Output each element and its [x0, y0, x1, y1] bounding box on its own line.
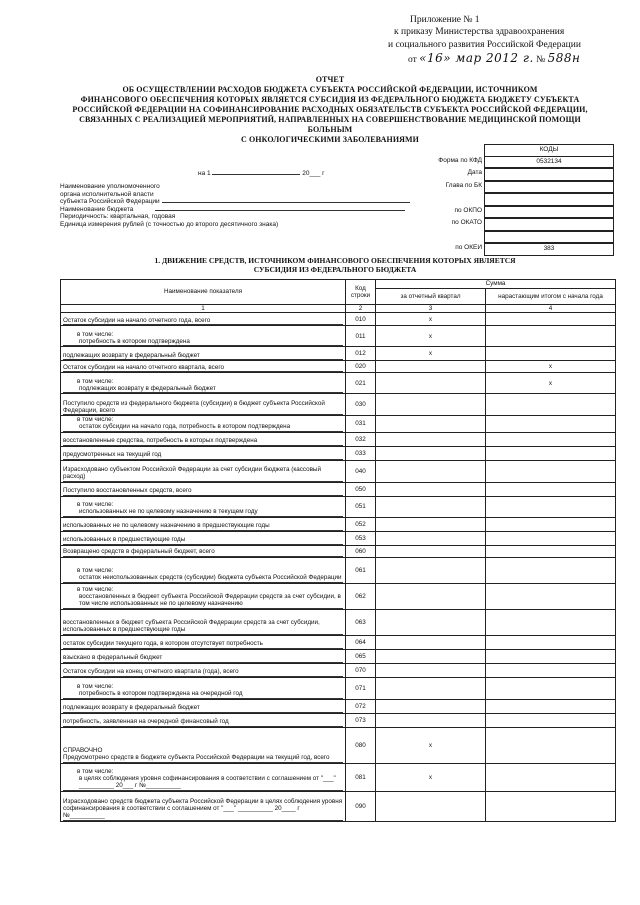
row-cumulative-value[interactable]	[486, 313, 616, 326]
code-value[interactable]	[484, 168, 614, 181]
row-name	[61, 677, 346, 699]
row-prefix: в том числе:	[77, 567, 114, 575]
code-value[interactable]: 383	[484, 243, 614, 256]
title-line-5: СВЯЗАННЫХ С РЕАЛИЗАЦИЕЙ МЕРОПРИЯТИЙ, НАПРАВЛЕННЫХ НА СОВЕРШЕНСТВОВАНИЕ МЕДИЦИНСКОЙ ПОМОЩИ БОЛЬНЫМ	[79, 115, 581, 134]
row-period-value[interactable]	[376, 545, 486, 557]
row-period-value[interactable]	[376, 531, 486, 545]
row-cumulative-value[interactable]: x	[486, 361, 616, 373]
row-period-value[interactable]	[376, 496, 486, 517]
table-row	[61, 326, 616, 347]
row-name	[61, 496, 346, 517]
row-name	[61, 663, 346, 677]
row-period-value[interactable]	[376, 361, 486, 373]
appendix-ministry: и социального развития Российской Федерации	[388, 39, 581, 50]
table-row	[61, 583, 616, 609]
row-cumulative-value[interactable]	[486, 326, 616, 347]
row-cumulative-value[interactable]	[486, 482, 616, 496]
header-num-4: 4	[486, 305, 616, 313]
row-cumulative-value[interactable]	[486, 635, 616, 649]
appendix-number: Приложение № 1	[410, 15, 480, 25]
row-name	[61, 347, 346, 361]
row-prefix: в том числе:	[77, 586, 114, 593]
row-code: 032	[346, 432, 376, 446]
row-code: 031	[346, 416, 376, 432]
section-1-heading	[110, 256, 560, 275]
row-cumulative-value[interactable]	[486, 517, 616, 531]
row-name	[61, 699, 346, 713]
appendix-header	[388, 14, 618, 67]
header-num-2: 2	[346, 305, 376, 313]
header-period: за отчетный квартал	[376, 289, 486, 305]
section-1-line-2: СУБСИДИЯ ИЗ ФЕДЕРАЛЬНОГО БЮДЖЕТА	[253, 265, 417, 275]
row-code: 040	[346, 460, 376, 482]
row-code: 061	[346, 557, 376, 583]
row-prefix: в том числе:	[77, 416, 114, 424]
table-row	[61, 394, 616, 416]
row-period-value[interactable]: x	[376, 326, 486, 347]
row-cumulative-value[interactable]	[486, 496, 616, 517]
row-code: 064	[346, 635, 376, 649]
budget-field[interactable]	[155, 210, 405, 211]
row-name	[61, 416, 346, 432]
row-name	[61, 432, 346, 446]
budget-line	[60, 206, 440, 213]
row-cumulative-value[interactable]	[486, 460, 616, 482]
table-row	[61, 531, 616, 545]
row-period-value[interactable]	[376, 791, 486, 821]
row-cumulative-value[interactable]	[486, 663, 616, 677]
row-code: 073	[346, 713, 376, 727]
row-label: Предусмотрено средств в бюджете субъекта Российской Федерации на текущий год, всего	[63, 754, 343, 762]
row-prefix: в том числе:	[77, 683, 114, 691]
row-name	[61, 313, 346, 326]
table-row	[61, 460, 616, 482]
row-period-value[interactable]	[376, 649, 486, 663]
row-period-value[interactable]	[376, 416, 486, 432]
code-value[interactable]	[484, 181, 614, 194]
row-cumulative-value[interactable]	[486, 583, 616, 609]
row-cumulative-value[interactable]	[486, 763, 616, 791]
row-cumulative-value[interactable]	[486, 609, 616, 635]
appendix-no-handwritten: 588н	[547, 51, 581, 66]
row-label: Поступило средств из федерального бюджета (субсидии) в бюджет субъекта Российской Федерации, всего	[63, 400, 343, 415]
row-label: остаток неиспользованных средств (субсидии) бюджета субъекта Российской Федерации	[63, 574, 343, 582]
row-name	[61, 460, 346, 482]
row-period-value[interactable]	[376, 460, 486, 482]
row-period-value[interactable]	[376, 432, 486, 446]
row-code: 065	[346, 649, 376, 663]
table-row	[61, 313, 616, 326]
row-label: предусмотренных на текущий год	[63, 451, 343, 459]
code-value[interactable]	[484, 218, 614, 231]
title-line-2: ОБ ОСУЩЕСТВЛЕНИИ РАСХОДОВ БЮДЖЕТА СУБЪЕКТА РОССИЙСКОЙ ФЕДЕРАЦИИ, ИСТОЧНИКОМ	[122, 85, 538, 94]
section-1-line-1: 1. ДВИЖЕНИЕ СРЕДСТВ, ИСТОЧНИКОМ ФИНАНСОВОГО ОБЕСПЕЧЕНИЯ КОТОРЫХ ЯВЛЯЕТСЯ	[154, 256, 516, 265]
report-date-line	[60, 170, 440, 177]
code-value[interactable]	[484, 206, 614, 219]
row-period-value[interactable]	[376, 373, 486, 394]
appendix-no-label: №	[536, 55, 546, 66]
row-period-value[interactable]: x	[376, 313, 486, 326]
row-name	[61, 713, 346, 727]
row-cumulative-value[interactable]: x	[486, 373, 616, 394]
row-cumulative-value[interactable]	[486, 727, 616, 763]
row-code: 081	[346, 763, 376, 791]
report-meta	[60, 170, 440, 228]
row-label: взыскано в федеральный бюджет	[63, 654, 343, 662]
code-label: Глава по БК	[445, 181, 482, 189]
row-name	[61, 373, 346, 394]
header-cumulative: нарастающим итогом с начала года	[486, 289, 616, 305]
row-label: Израсходовано средств бюджета субъекта Российской Федерации в целях соблюдения уровня софинансирования в соответствии с соглашением от "___" __________ 20____ г №__________	[63, 798, 343, 820]
row-period-value[interactable]	[376, 557, 486, 583]
table-row	[61, 635, 616, 649]
row-period-value[interactable]: x	[376, 347, 486, 361]
header-code: Код строки	[346, 280, 376, 305]
row-period-value[interactable]: x	[376, 727, 486, 763]
row-prefix: в том числе:	[77, 501, 114, 509]
row-name	[61, 531, 346, 545]
row-name	[61, 326, 346, 347]
row-name	[61, 635, 346, 649]
row-period-value[interactable]	[376, 482, 486, 496]
row-cumulative-value[interactable]	[486, 649, 616, 663]
codes-header: КОДЫ	[484, 144, 614, 156]
title-line-6: С ОНКОЛОГИЧЕСКИМИ ЗАБОЛЕВАНИЯМИ	[241, 135, 419, 144]
row-label: использованных не по целевому назначению в предшествующие годы	[63, 522, 343, 530]
row-cumulative-value[interactable]	[486, 677, 616, 699]
code-value[interactable]	[484, 193, 614, 206]
code-label: по ОКПО	[454, 206, 482, 214]
row-code: 071	[346, 677, 376, 699]
table-row	[61, 482, 616, 496]
title-line-4: РОССИЙСКОЙ ФЕДЕРАЦИИ НА СОФИНАНСИРОВАНИЕ РАСХОДНЫХ ОБЯЗАТЕЛЬСТВ СУБЪЕКТА РОССИЙСКОЙ ФЕДЕРАЦИИ,	[72, 105, 588, 114]
table-row	[61, 649, 616, 663]
row-name	[61, 727, 346, 763]
row-code: 052	[346, 517, 376, 531]
table-row	[61, 446, 616, 460]
row-label: Остаток субсидии на начало отчетного квартала, всего	[63, 364, 343, 372]
row-code: 090	[346, 791, 376, 821]
table-row	[61, 347, 616, 361]
row-label: подлежащих возврату в федеральный бюджет	[63, 385, 343, 393]
appendix-date-handwritten: «16» мар 2012 г.	[419, 51, 534, 66]
row-label: Израсходовано субъектом Российской Федерации за счет субсидии бюджета (кассовый расход)	[63, 466, 343, 481]
table-row	[61, 727, 616, 763]
code-label: Дата	[467, 169, 482, 176]
row-cumulative-value[interactable]	[486, 446, 616, 460]
row-prefix: в том числе:	[77, 377, 114, 385]
row-name	[61, 609, 346, 635]
row-label: использованных в предшествующие годы	[63, 536, 343, 544]
row-label: подлежащих возврату в федеральный бюджет	[63, 704, 343, 712]
row-label: Возвращено средств в федеральный бюджет, всего	[63, 548, 343, 556]
row-code: 053	[346, 531, 376, 545]
row-code: 020	[346, 361, 376, 373]
report-date-year: 20___ г	[302, 170, 325, 177]
row-code: 062	[346, 583, 376, 609]
row-code: 060	[346, 545, 376, 557]
unit-label: Единица измерения рублей (с точностью до второго десятичного знака)	[60, 220, 279, 228]
row-code: 080	[346, 727, 376, 763]
row-label: остаток субсидии текущего года, в котором отсутствует потребность	[63, 640, 343, 648]
row-code: 010	[346, 313, 376, 326]
report-title	[60, 75, 600, 145]
row-name	[61, 545, 346, 557]
org-label-2: органа исполнительной власти	[60, 190, 154, 198]
row-name	[61, 394, 346, 416]
code-value[interactable]	[484, 231, 614, 244]
table-row	[61, 663, 616, 677]
row-label: восстановленных в бюджет субъекта Российской Федерации средств за счет субсидии, использованных в предшествующие годы	[63, 619, 343, 634]
appendix-date-prefix: от	[408, 55, 417, 66]
row-label: Остаток субсидии на конец отчетного квартала (года), всего	[63, 668, 343, 676]
budget-label: Наименование бюджета	[60, 205, 134, 213]
table-row	[61, 557, 616, 583]
row-period-value[interactable]	[376, 699, 486, 713]
row-label: потребность в котором подтверждена на очередной год	[63, 690, 343, 698]
row-cumulative-value[interactable]	[486, 416, 616, 432]
row-cumulative-value[interactable]	[486, 557, 616, 583]
report-date-prefix: на 1	[198, 170, 211, 177]
row-name	[61, 763, 346, 791]
table-row	[61, 373, 616, 394]
appendix-order: к приказу Министерства здравоохранения	[394, 27, 565, 38]
row-cumulative-value[interactable]	[486, 394, 616, 416]
row-period-value[interactable]: x	[376, 763, 486, 791]
row-code: 033	[346, 446, 376, 460]
table-row	[61, 517, 616, 531]
row-cumulative-value[interactable]	[486, 545, 616, 557]
code-label: по ОКЕИ	[455, 244, 482, 251]
row-label: потребность в котором подтверждена	[63, 338, 343, 346]
row-code: 021	[346, 373, 376, 394]
title-line-1: ОТЧЕТ	[315, 75, 345, 84]
table-row	[61, 545, 616, 557]
table-row	[61, 432, 616, 446]
row-label: Остаток субсидии на начало отчетного года, всего	[63, 317, 343, 325]
header-name: Наименование показателя	[61, 280, 346, 305]
row-cumulative-value[interactable]	[486, 531, 616, 545]
table-row	[61, 713, 616, 727]
row-name	[61, 446, 346, 460]
row-code: 050	[346, 482, 376, 496]
row-period-value[interactable]	[376, 609, 486, 635]
title-line-3: ФИНАНСОВОГО ОБЕСПЕЧЕНИЯ КОТОРЫХ ЯВЛЯЕТСЯ СУБСИДИЯ ИЗ ФЕДЕРАЛЬНОГО БЮДЖЕТА БЮДЖЕТУ СУБЪЕКТА	[80, 95, 580, 104]
row-label: Поступило восстановленных средств, всего	[63, 487, 343, 495]
row-prefix: СПРАВОЧНО	[63, 747, 103, 755]
row-label: остаток субсидии на начало года, потребность в котором подтверждена	[63, 423, 343, 431]
row-prefix: в том числе:	[77, 768, 114, 775]
row-name	[61, 791, 346, 821]
table-row	[61, 416, 616, 432]
row-cumulative-value[interactable]	[486, 791, 616, 821]
row-period-value[interactable]	[376, 446, 486, 460]
row-period-value[interactable]	[376, 394, 486, 416]
row-name	[61, 361, 346, 373]
movement-table	[60, 279, 616, 822]
row-period-value[interactable]	[376, 677, 486, 699]
row-period-value[interactable]	[376, 663, 486, 677]
code-label: Форма по КФД	[438, 156, 482, 164]
row-code: 011	[346, 326, 376, 347]
row-cumulative-value[interactable]	[486, 699, 616, 713]
header-sum: Сумма	[376, 280, 616, 289]
row-label: восстановленные средства, потребность в которых подтверждена	[63, 437, 343, 445]
header-num-3: 3	[376, 305, 486, 313]
codes-block	[438, 144, 614, 256]
row-prefix: в том числе:	[77, 330, 114, 338]
row-period-value[interactable]	[376, 713, 486, 727]
row-cumulative-value[interactable]	[486, 432, 616, 446]
code-value[interactable]: 0532134	[484, 156, 614, 169]
appendix-date-line	[388, 51, 618, 67]
row-label: восстановленных в бюджет субъекта Российской Федерации средств за счет субсидии, в том числе использованных не по целевому назначению	[63, 593, 343, 608]
row-label: в целях соблюдения уровня софинансирования в соответствии с соглашением от "___" __________ 20___ г №__________	[63, 775, 343, 790]
row-period-value[interactable]	[376, 517, 486, 531]
table-row	[61, 699, 616, 713]
row-code: 070	[346, 663, 376, 677]
org-label-3: субъекта Российской Федерации	[60, 198, 160, 206]
org-label-3-line	[60, 198, 440, 205]
row-code: 030	[346, 394, 376, 416]
row-period-value[interactable]	[376, 635, 486, 649]
row-name	[61, 649, 346, 663]
row-code: 072	[346, 699, 376, 713]
row-name	[61, 517, 346, 531]
row-name	[61, 557, 346, 583]
table-row	[61, 763, 616, 791]
row-period-value[interactable]	[376, 583, 486, 609]
header-num-1: 1	[61, 305, 346, 313]
table-row	[61, 609, 616, 635]
row-cumulative-value[interactable]	[486, 713, 616, 727]
table-row	[61, 496, 616, 517]
row-code: 012	[346, 347, 376, 361]
period-label: Периодичность: квартальная, годовая	[60, 213, 176, 221]
row-label: подлежащих возврату в федеральный бюджет	[63, 352, 343, 360]
org-field[interactable]	[162, 202, 410, 203]
row-label: использованных не по целевому назначению в текущем году	[63, 508, 343, 516]
table-row	[61, 361, 616, 373]
row-label: потребность, заявленная на очередной финансовый год	[63, 718, 343, 726]
row-code: 051	[346, 496, 376, 517]
code-label: по ОКАТО	[451, 219, 482, 226]
table-row	[61, 791, 616, 821]
row-code: 063	[346, 609, 376, 635]
org-label-1: Наименование уполномоченного	[60, 183, 160, 191]
row-name	[61, 583, 346, 609]
row-cumulative-value[interactable]	[486, 347, 616, 361]
table-row	[61, 677, 616, 699]
row-name	[61, 482, 346, 496]
